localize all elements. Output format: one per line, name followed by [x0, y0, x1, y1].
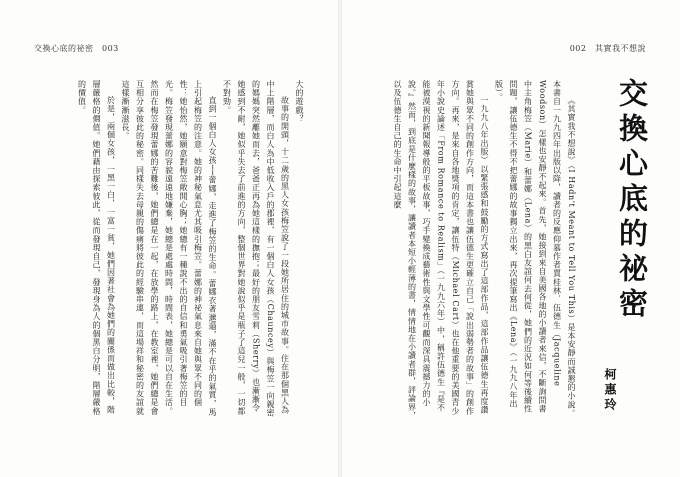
left-page: [0, 0, 338, 477]
right-paragraph-1: 《其實我不想說》（I Hadn't Meant to Tell You This）是本安靜而誠懇的小說。本書自一九九四年出版以降，讀者的反應仰慕作者賈桂林．伍德生（Jacqueline Woodson）怎樣也安靜不起來。首先，她接到來自美國各地的小讀者來信，不斷詢問書中主角梅笠（Marie）和蕾娜（Lena）的黑白友誼何去何從，她們的近況如何等後續性問題，讓伍德生不得不把蕾娜的故事獨立出來，再次提筆寫出《Lena》（一九九八年出版）。: [494, 80, 576, 418]
right-running-head: 002 其實我不想說: [569, 44, 646, 53]
left-paragraph-2: 故事的開頭，十二歲的黑人女孩梅笠說了一段她所居住的城市故事。住在那個黑人為中上階層，而白人為中低收入戶的郡裡，有一個白人女孩（Chauncey）與梅笠一向親密的媽媽突然離她而去，爸爸正再為她這樣的撫抱；最好的朋友雪莉（Sherry）也漸漸令她感到不耐，她似乎失去了前進的方向，整個世界對她說似乎是瓶子了這兒一般，一切都不對勁。: [222, 80, 290, 418]
right-paragraph-2: 一九九八年出版）以緊張感和鼓勵的方式寫出了這部作品，這部作品讓伍德生再度讚賞她與眾不同的創作方向，而這本書也讓伍德生更確立自己「說出弱勢者的故事」的創作方向。再來，是來自各地獎項的肯定，讓伍特（Michael Cart）也在他重要的美國青少年小說史論述「From Romance to Realism」（一九九六年）中，稱許伍德生『是不能被漠視的新聞報導般的平板故事，巧手變換成藝術性與文學性可觀而深具震撼力的小說。』然而，到底是什麼樣的故事，讓讀者本短小輕薄的書，情情地在小讀者群，評論界，以及伍德生自己的生命中引起這麼: [393, 80, 489, 420]
left-paragraph-3: 直到一個白人女孩──蕾娜，走進了梅笠的生命。蕾娜衣著邋遢，滿不在乎的氣質，馬上引起梅笠的注意。她的神秘氣息尤其吸引梅笠。蕾娜的神祕氣息來自她與眾不同的個性：她怡然，她願意對梅笠敞開心胸；她總有一種說不出的自信和勇氣吸引著梅笠的目光。梅笠發現蕾娜的容貌遠遠地嫌棄，她總是處處時間，時間表，她總是可以自在生活。然而在梅笠發現蕾娜的苦難後，她們總是在一起，在放學的路上，在教室裡，她們總是會互相分享彼此的秘密。同樣失去母親的傷痛將彼此的經驗串連，而這場祥和秘密的友誼就這樣漸漸滋長。: [121, 80, 217, 417]
left-running-head: 交換心底的祕密 003: [34, 44, 119, 53]
chapter-title: 交換心底的祕密: [615, 78, 649, 323]
right-page-body: [372, 80, 578, 420]
left-paragraph-4: 於是，兩個女孩，一黑一白，一富一貧，她們因著社會為她們的關係而做出比較，階層嚴格的價值。她們藉由探索彼此，從而發現自己，發現身為人的個黑白分明，階層嚴格的價值。: [77, 80, 116, 416]
right-page: [342, 0, 680, 477]
left-page-body: [40, 80, 306, 420]
author-name: 柯惠玲: [603, 368, 617, 413]
left-paragraph-1: 大的遊戲？: [295, 80, 304, 123]
